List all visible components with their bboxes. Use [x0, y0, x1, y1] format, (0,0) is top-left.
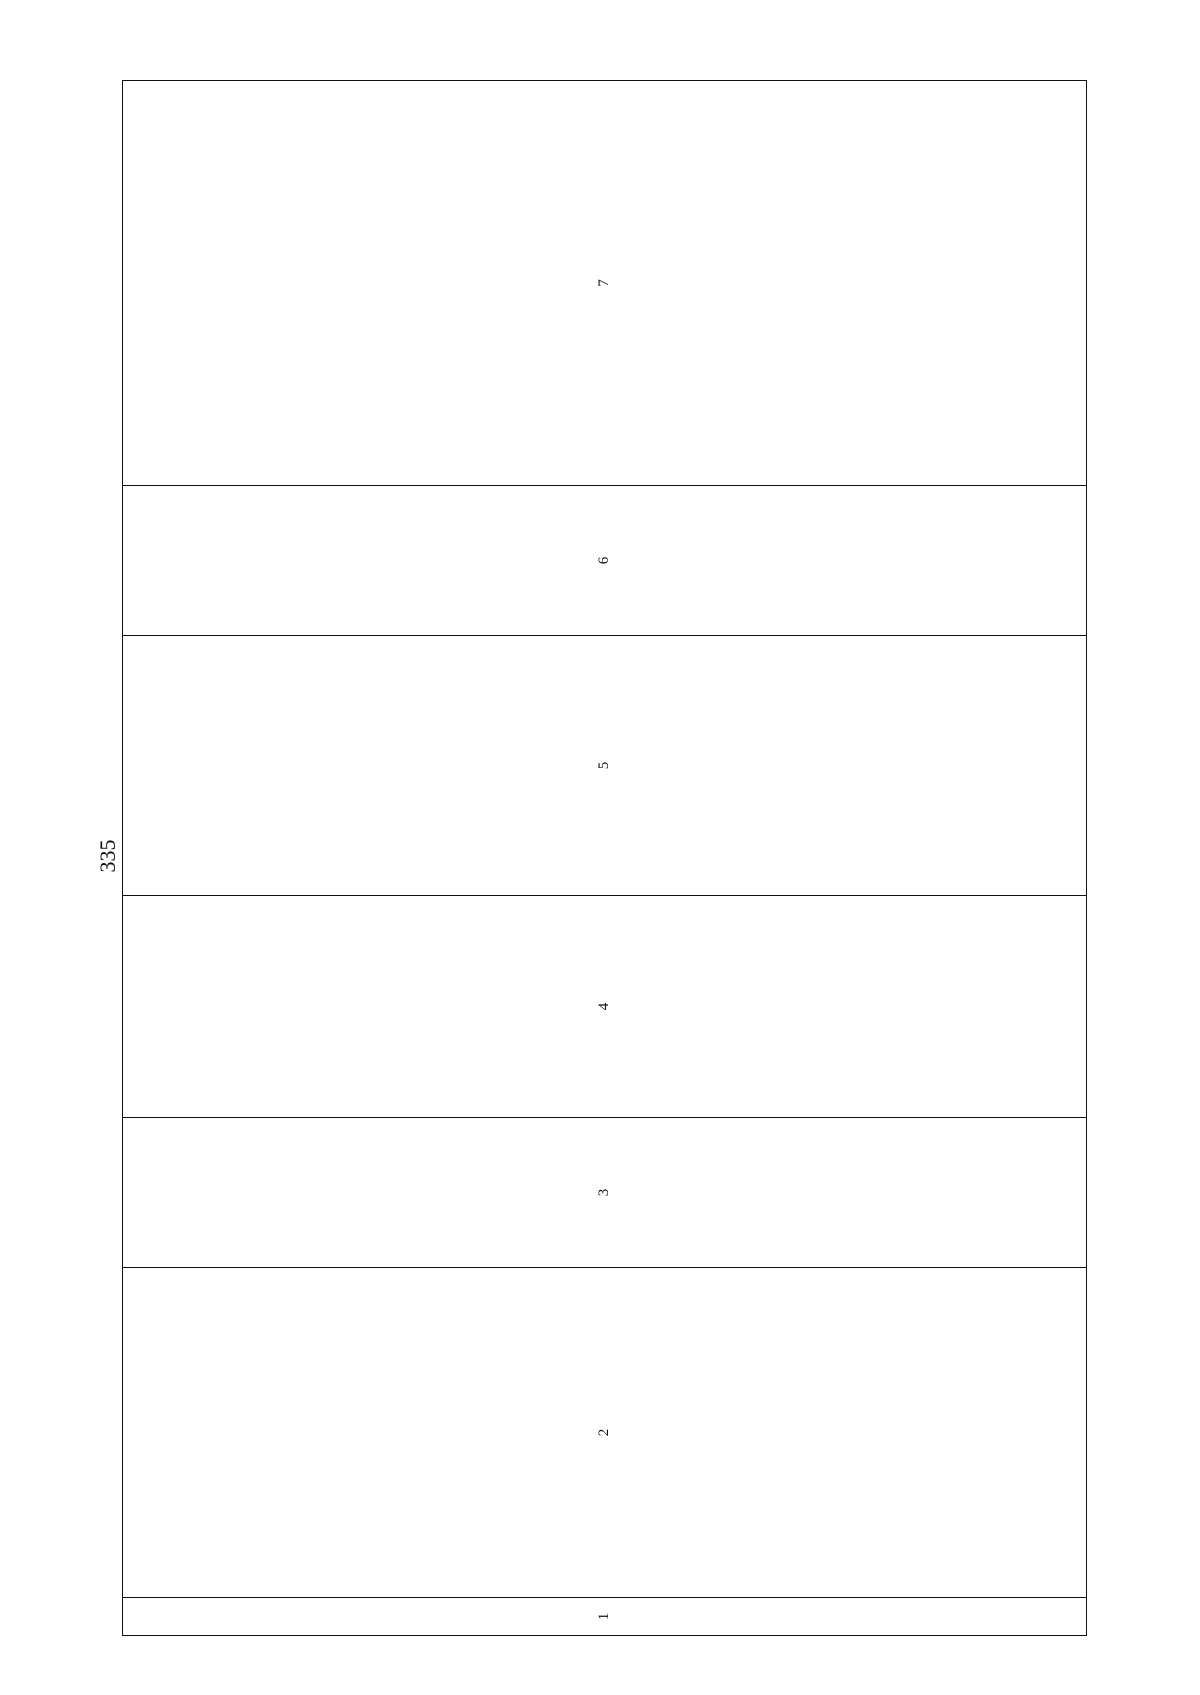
col-header-3: 3	[123, 1118, 1087, 1268]
col-header-5: 5	[123, 636, 1087, 896]
col-header-4: 4	[123, 896, 1087, 1118]
procedures-table	[122, 80, 1087, 1636]
col-header-6: 6	[123, 486, 1087, 636]
col-header-7: 7	[123, 81, 1087, 486]
col-header-2: 2	[123, 1268, 1087, 1598]
col-header-1: 1	[123, 1598, 1087, 1636]
header-row	[123, 81, 1087, 1636]
rotated-table-container	[122, 81, 1087, 1636]
page-number: 335	[95, 839, 120, 873]
